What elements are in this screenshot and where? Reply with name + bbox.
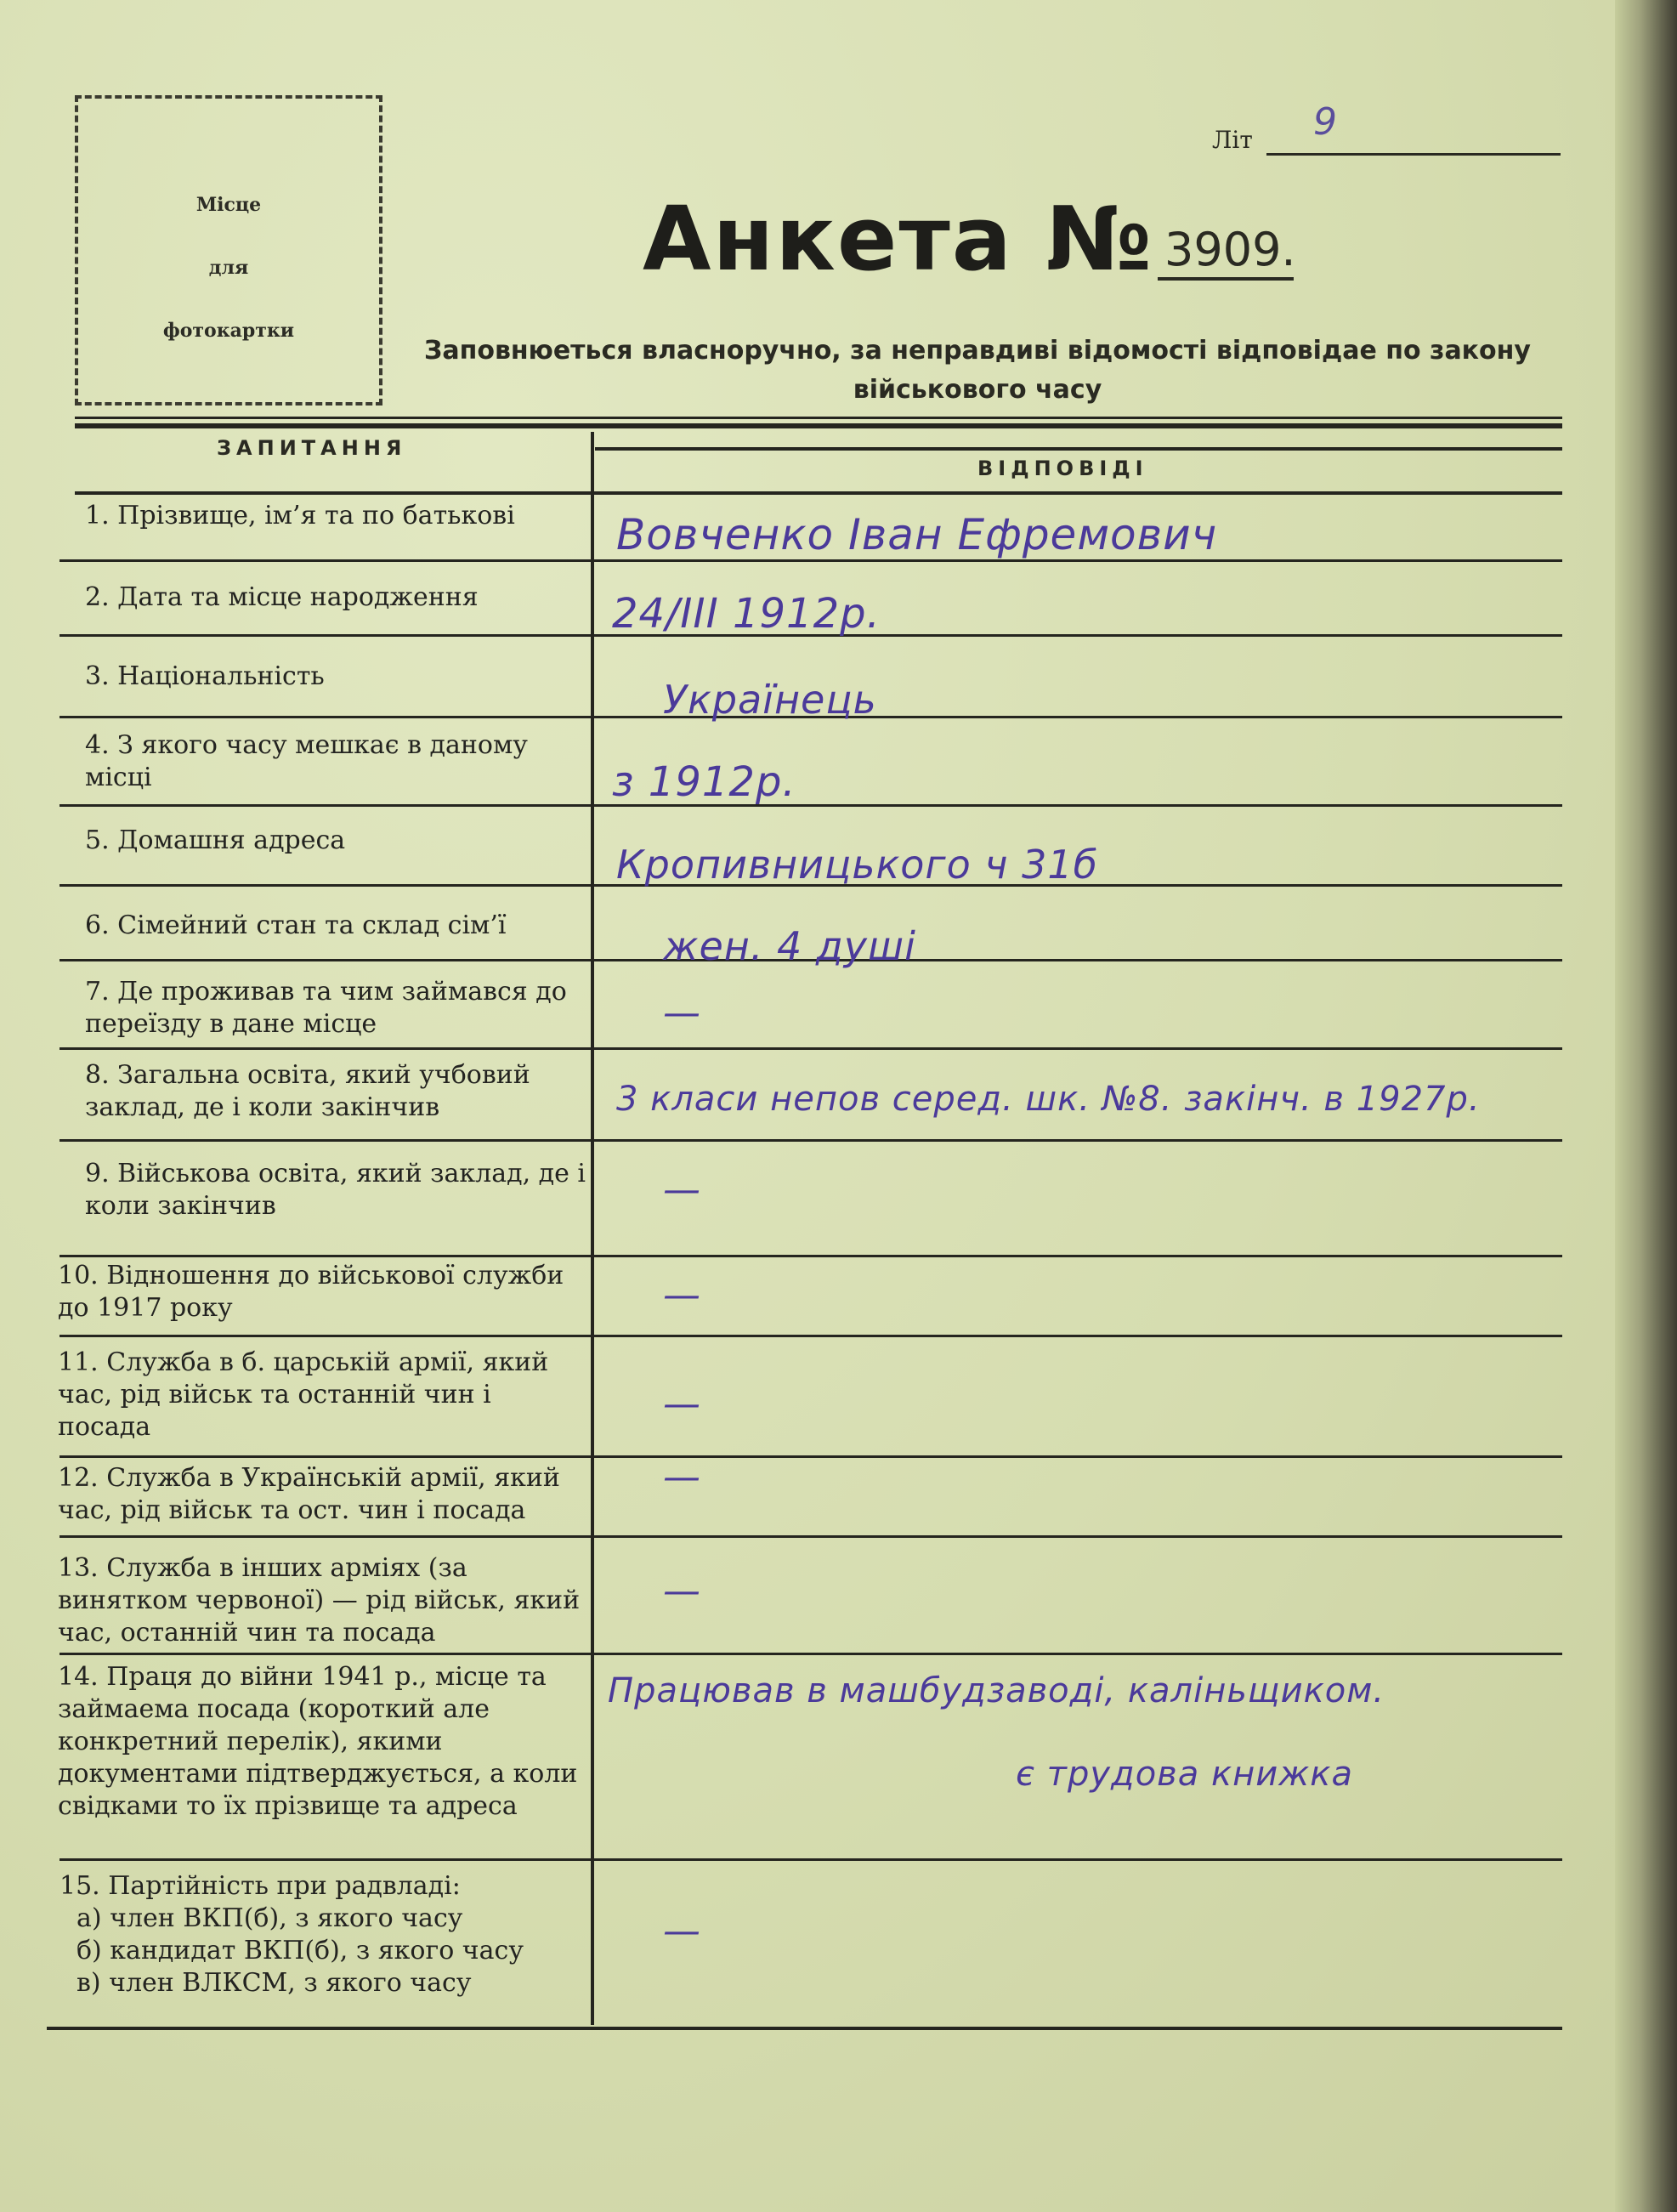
- answer-9: —: [663, 1168, 701, 1211]
- photo-placeholder: [75, 95, 382, 406]
- question-11: 11. Служба в б. царській армії, який час, рід військ та останній чин і посада: [58, 1347, 549, 1442]
- bottom-rule: [47, 2027, 1562, 2030]
- lit-value: 9: [1313, 100, 1337, 144]
- column-divider: [591, 432, 594, 2025]
- photo-label-1: Місце: [195, 194, 262, 216]
- row-rule: [59, 1455, 1562, 1458]
- questions-header: ЗАПИТАННЯ: [217, 436, 407, 460]
- answer-13: —: [663, 1569, 701, 1613]
- question-15-line: 15. Партійність при радвладі:: [59, 1871, 461, 1901]
- answer-3: Українець: [663, 677, 877, 723]
- answer-6: жен. 4 душі: [663, 923, 916, 969]
- answer-12: —: [663, 1455, 701, 1499]
- row-rule: [59, 1047, 1562, 1050]
- number-sign: №: [1045, 187, 1153, 291]
- row-rule: [59, 1858, 1562, 1861]
- number-underline: [1158, 277, 1294, 281]
- answer-8: 3 класи непов серед. шк. №8. закінч. в 1927р.: [616, 1080, 1481, 1119]
- answer-10: —: [663, 1273, 701, 1317]
- question-3: 3. Національність: [85, 661, 325, 691]
- row-rule: [59, 1653, 1562, 1655]
- answer-11: —: [663, 1382, 701, 1426]
- lit-underline: [1266, 153, 1561, 156]
- instruction-text: Заповнюеться власноручно, за неправдиві відомості відповідае по закону військового часу: [424, 336, 1531, 405]
- answers-header: ВІДПОВІДІ: [977, 457, 1148, 480]
- row-rule: [59, 1255, 1562, 1257]
- answer-14-line-2: є трудова книжка: [1016, 1755, 1353, 1794]
- photo-label-3: фотокартки: [162, 320, 295, 342]
- row-rule: [59, 1535, 1562, 1538]
- question-12: 12. Служба в Українській армії, який час, рід військ та ост. чин і посада: [58, 1463, 560, 1525]
- top-rule-thick: [75, 423, 1562, 428]
- answer-14-line-1: Працював в машбудзаводі, каліньщиком.: [608, 1671, 1385, 1710]
- top-rule-thin: [75, 417, 1562, 419]
- photo-label-2: для: [208, 257, 249, 279]
- header-bottom-rule: [75, 491, 1562, 495]
- header-rule: [595, 447, 1562, 451]
- question-9: 9. Військова освіта, який заклад, де і коли закінчив: [85, 1159, 586, 1221]
- page-edge: [1615, 0, 1677, 2212]
- row-rule: [59, 1139, 1562, 1142]
- answer-1: Вовченко Іван Ефремович: [616, 510, 1218, 559]
- form-title: Анкета: [643, 187, 1013, 291]
- row-rule: [59, 804, 1562, 807]
- answer-4: з 1912р.: [612, 758, 796, 806]
- row-rule: [59, 1335, 1562, 1337]
- question-15-line: в) член ВЛКСМ, з якого часу: [76, 1968, 472, 1998]
- question-1: 1. Прізвище, ім’я та по батькові: [85, 501, 515, 530]
- lit-label: Літ: [1212, 126, 1253, 154]
- question-2: 2. Дата та місце народження: [85, 582, 479, 612]
- question-7: 7. Де проживав та чим займався до переїзду в дане місце: [85, 977, 567, 1039]
- answer-15: —: [663, 1909, 701, 1953]
- question-15-line: б) кандидат ВКП(б), з якого часу: [76, 1936, 524, 1965]
- question-6: 6. Сімейний стан та склад сім’ї: [85, 910, 507, 940]
- question-4: 4. З якого часу мешкає в даному місці: [85, 730, 528, 792]
- question-5: 5. Домашня адреса: [85, 825, 346, 855]
- answer-5: Кропивницького ч 31б: [616, 842, 1099, 888]
- answer-2: 24/III 1912р.: [612, 590, 881, 638]
- question-8: 8. Загальна освіта, який учбовий заклад, де і коли закінчив: [85, 1060, 530, 1122]
- form-number: 3909.: [1164, 223, 1296, 276]
- answer-7: —: [663, 991, 701, 1035]
- row-rule: [59, 559, 1562, 562]
- question-14: 14. Праця до війни 1941 р., місце та займаема посада (короткий але конкретний перелік), якими документами підтверджується, а коли свідками то їх прізвище та адреса: [58, 1662, 578, 1821]
- question-13: 13. Служба в інших арміях (за винятком червоної) — рід військ, який час, останній чин та посада: [58, 1553, 581, 1648]
- question-10: 10. Відношення до військової служби до 1917 року: [58, 1261, 564, 1323]
- question-15-line: а) член ВКП(б), з якого часу: [76, 1903, 463, 1933]
